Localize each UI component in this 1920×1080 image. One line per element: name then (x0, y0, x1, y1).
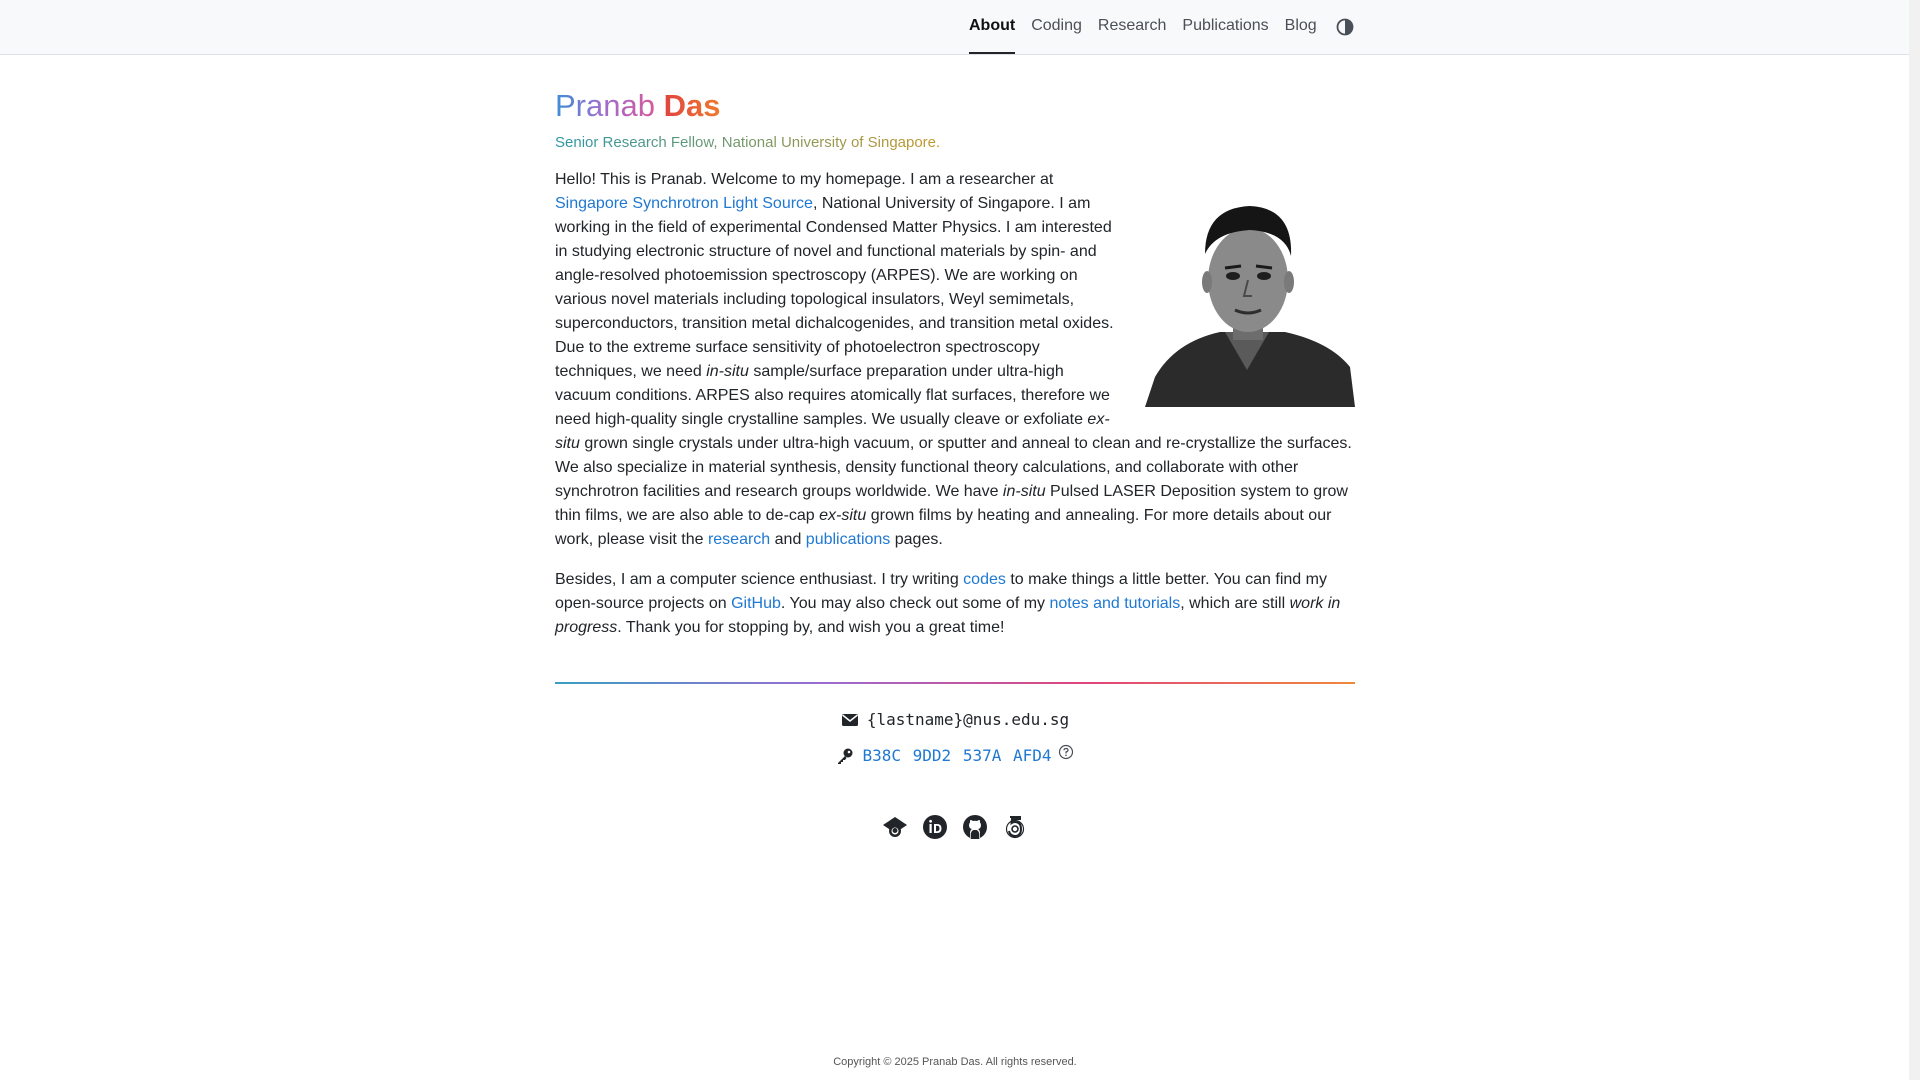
500px-icon[interactable] (1002, 814, 1028, 840)
top-navbar (0, 0, 1909, 55)
nav-item-coding[interactable]: Coding (1031, 17, 1082, 34)
orcid-icon[interactable] (922, 814, 948, 840)
first-name: Pranab (555, 88, 655, 123)
bio-text: to make things a little better. You can find my open-source projects on (555, 571, 1327, 612)
nav-item-publications[interactable]: Publications (1182, 17, 1269, 34)
bio-text: and (770, 531, 806, 548)
main-content (555, 82, 1355, 656)
link-codes[interactable]: codes (963, 571, 1006, 588)
nav-item-about[interactable]: About (969, 0, 1015, 54)
link-notes[interactable]: notes and tutorials (1049, 595, 1181, 612)
bio-text: grown films by heating and annealing. For more details about our work, please visit the (555, 507, 1332, 548)
bio-text: Pulsed LASER Deposition system to grow thin films, we are also able to de-cap (555, 483, 1348, 524)
bio-paragraph-2 (555, 568, 1355, 640)
email-row (555, 710, 1355, 729)
key-icon (836, 747, 854, 765)
page-title (555, 82, 1355, 130)
email-address: {lastname}@nus.edu.sg (866, 710, 1070, 729)
bio-text: sample/surface preparation under ultra-high vacuum conditions. ARPES also requires atomically flat surfaces, therefore we need high-quality single crystalline samples. We usually cleave or exfoliate (555, 363, 1110, 428)
social-links (555, 814, 1355, 840)
footer-copyright: Copyright © 2025 Pranab Das. All rights reserved. (833, 1056, 1077, 1068)
nav-item-research[interactable]: Research (1097, 17, 1167, 34)
bio-text: Besides, I am a computer science enthusiast. I try writing (555, 571, 964, 588)
pgp-key-row (555, 746, 1355, 765)
bio-text: , National University of Singapore. I am working in the field of experimental Condensed Matter Physics. I am interested in studying electronic structure of novel and functional materials by spin- and angle-resolved photoemission spectroscopy (ARPES). We are working on various novel materials including topological insulators, Weyl semimetals, superconductors, transition metal dichalcogenides, and transition metal oxides. Due to the extreme surface sensitivity of photoelectron spectroscopy techniques, we need (555, 195, 1114, 380)
question-circle-icon[interactable] (1058, 744, 1074, 760)
page-scrollbar[interactable] (1909, 0, 1920, 1080)
github-icon[interactable] (962, 814, 988, 840)
pgp-fingerprint-link[interactable]: B38C 9DD2 537A AFD4 (862, 746, 1052, 765)
bio-text: grown single crystals under ultra-high vacuum, or sputter and anneal to clean and re-crystallize the surfaces. We also specialize in material synthesis, density functional theory calculations, and collaborate with other synchrotron facilities and research groups worldwide. We have (555, 435, 1352, 500)
bio-text: pages. (890, 531, 943, 548)
link-ssls[interactable]: Singapore Synchrotron Light Source (555, 195, 813, 212)
bio-text: Hello! This is Pranab. Welcome to my homepage. I am a researcher at (555, 171, 1054, 188)
nav-item-blog[interactable]: Blog (1284, 17, 1317, 34)
envelope-icon (841, 711, 859, 729)
google-scholar-icon[interactable] (882, 814, 908, 840)
link-github[interactable]: GitHub (731, 595, 781, 612)
emphasis-text: in-situ (706, 363, 749, 380)
gradient-divider (555, 682, 1355, 684)
emphasis-text: ex-situ (819, 507, 867, 524)
bio-text: , which are still (1180, 595, 1290, 612)
contrast-icon[interactable] (1336, 18, 1354, 36)
emphasis-text: in-situ (1002, 483, 1046, 500)
last-name: Das (663, 88, 721, 123)
bio-text: . Thank you for stopping by, and wish you a great time! (617, 619, 1005, 636)
emphasis-text: work in progress (555, 595, 1341, 636)
subtitle: Senior Research Fellow, National University of Singapore. (555, 134, 941, 151)
bio-section (555, 168, 1355, 640)
emphasis-text: ex-situ (555, 411, 1110, 452)
bio-text: . You may also check out some of my (780, 595, 1050, 612)
nav-links (969, 0, 1354, 54)
portrait-photo (1145, 192, 1355, 407)
link-publications[interactable]: publications (805, 531, 891, 548)
link-research[interactable]: research (707, 531, 771, 548)
